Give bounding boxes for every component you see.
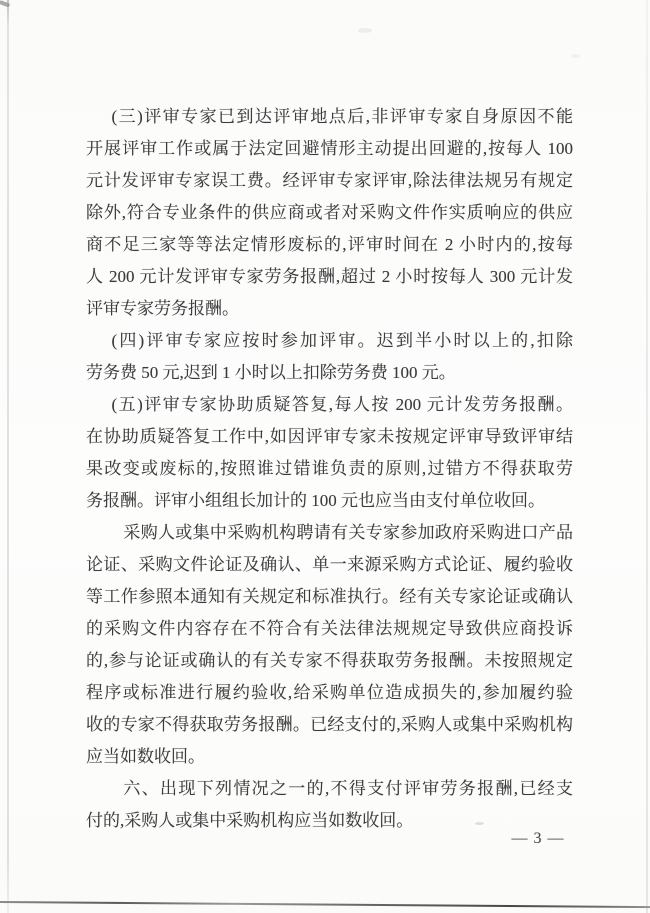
text-line: 等工作参照本通知有关规定和标准执行。经有关专家论证或确认 (86, 587, 573, 606)
text-line: 采购人或集中采购机构聘请有关专家参加政府采购进口产品 (123, 523, 573, 542)
text-line: (三)评审专家已到达评审地点后,非评审专家自身原因不能 (111, 107, 573, 126)
text-line: 商不足三家等等法定情形废标的,评审时间在 2 小时内的,按每 (86, 235, 573, 254)
text-line: 论证、采购文件论证及确认、单一来源采购方式论证、履约验收 (86, 555, 573, 574)
text-line: 六、出现下列情况之一的,不得支付评审劳务报酬,已经支 (123, 779, 573, 798)
scan-edge-right-line (646, 0, 648, 913)
scan-edge-bottom-line (0, 901, 650, 908)
text-line: 劳务费 50 元,迟到 1 小时以上扣除劳务费 100 元。 (86, 363, 456, 382)
text-line: 收的专家不得获取劳务报酬。已经支付的,采购人或集中采购机构 (86, 715, 573, 734)
text-line: (四)评审专家应按时参加评审。迟到半小时以上的,扣除 (111, 331, 573, 350)
text-line: 的,参与论证或确认的有关专家不得获取劳务报酬。未按照规定 (86, 651, 573, 670)
text-line: 程序或标准进行履约验收,给采购单位造成损失的,参加履约验 (86, 683, 573, 702)
text-line: 应当如数收回。 (86, 747, 205, 766)
text-line: 人 200 元计发评审专家劳务报酬,超过 2 小时按每人 300 元计发 (86, 267, 573, 286)
text-line: (五)评审专家协助质疑答复,每人按 200 元计发劳务报酬。 (111, 395, 573, 414)
scan-smudge (571, 54, 580, 58)
text-line: 元计发评审专家误工费。经评审专家评审,除法律法规另有规定 (86, 171, 573, 190)
page-number: — 3 — (511, 830, 565, 847)
text-line: 果改变或废标的,按照谁过错谁负责的原则,过错方不得获取劳 (86, 459, 573, 478)
text-line: 在协助质疑答复工作中,如因评审专家未按规定评审导致评审结 (86, 427, 573, 446)
text-line: 的采购文件内容存在不符合有关法律法规规定导致供应商投诉 (86, 619, 573, 638)
text-line: 开展评审工作或属于法定回避情形主动提出回避的,按每人 100 (86, 139, 573, 158)
text-line: 务报酬。评审小组组长加计的 100 元也应当由支付单位收回。 (86, 491, 545, 510)
text-line: 付的,采购人或集中采购机构应当如数收回。 (86, 811, 414, 830)
scan-edge-left-line (7, 0, 9, 913)
document-body (86, 101, 573, 837)
scan-smudge (358, 28, 372, 33)
text-line: 评审专家劳务报酬。 (86, 299, 239, 318)
text-line: 除外,符合专业条件的供应商或者对采购文件作实质响应的供应 (86, 203, 573, 222)
